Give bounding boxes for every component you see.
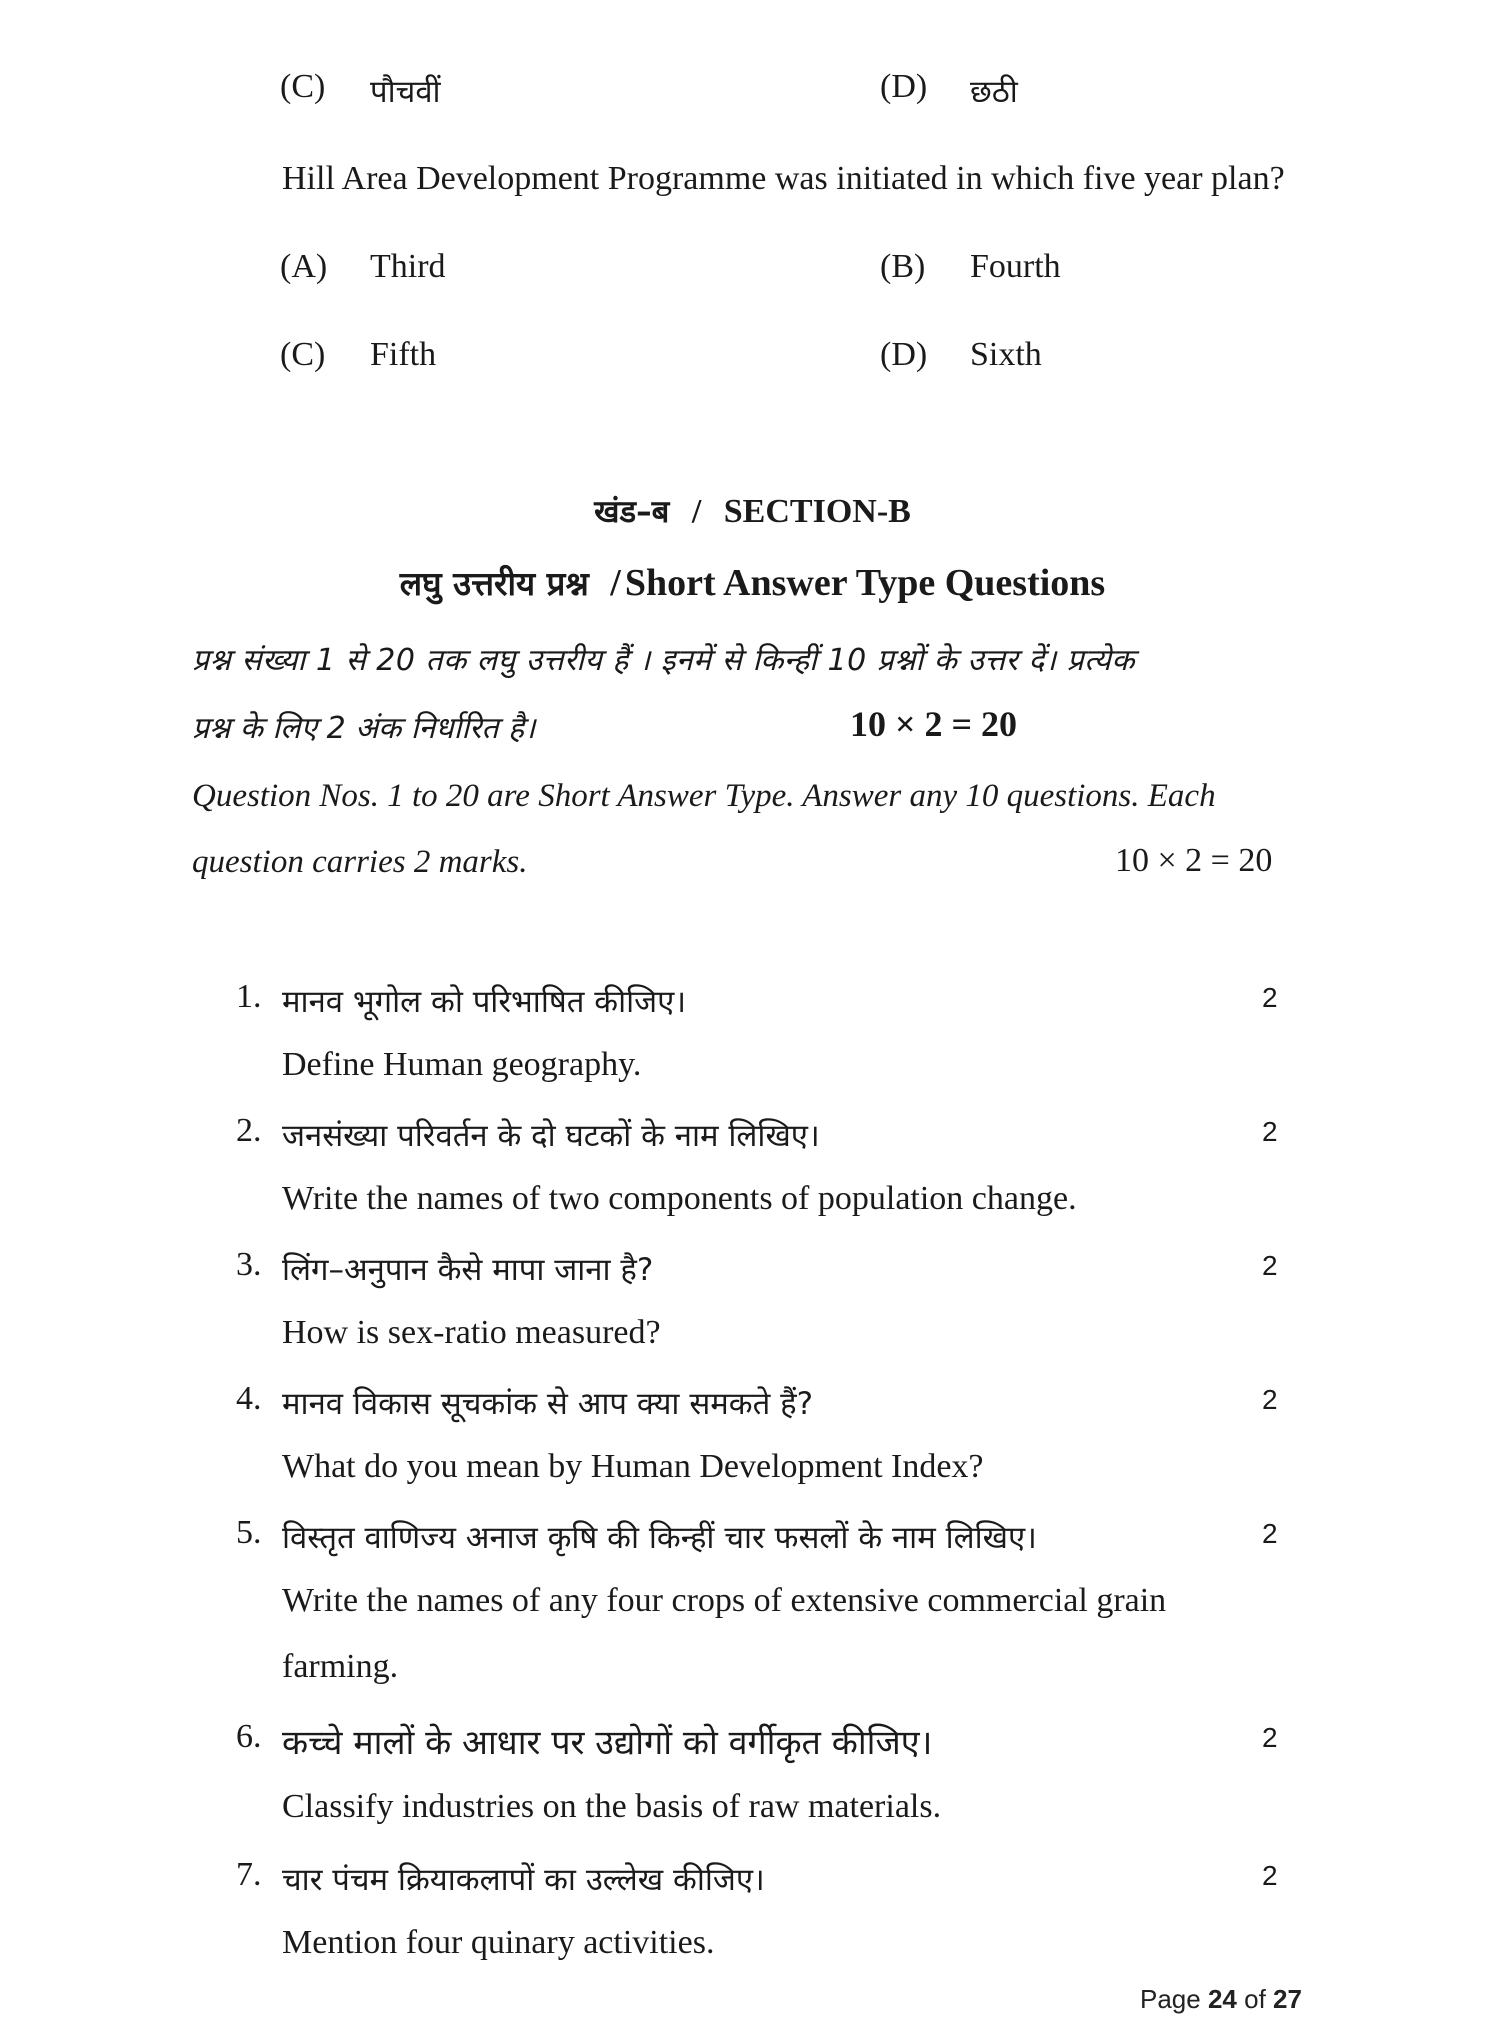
section-title-hindi: खंड–ब bbox=[594, 494, 670, 530]
question-7-marks: 2 bbox=[1262, 1860, 1278, 1891]
page-number bbox=[1140, 1984, 1302, 2015]
question-2-number: 2. bbox=[236, 1112, 262, 1149]
option-d-text: छठी bbox=[970, 74, 1018, 110]
page-word: Page bbox=[1140, 1984, 1201, 2014]
section-title-separator: / bbox=[691, 493, 702, 530]
question-3-number: 3. bbox=[236, 1246, 262, 1283]
question-7-english: Mention four quinary activities. bbox=[282, 1924, 715, 1961]
question-3-marks: 2 bbox=[1262, 1250, 1278, 1281]
question-6-english: Classify industries on the basis of raw materials. bbox=[282, 1788, 942, 1825]
question-2-english: Write the names of two components of population change. bbox=[282, 1180, 1077, 1217]
marks-formula-english: 10 × 2 = 20 bbox=[1115, 842, 1273, 879]
question-6-number: 6. bbox=[236, 1718, 262, 1755]
instruction-hindi-line2: प्रश्न के लिए 2 अंक निर्धारित है। bbox=[192, 711, 536, 746]
mcq-option-d-text: Sixth bbox=[970, 336, 1042, 373]
question-5-number: 5. bbox=[236, 1514, 262, 1551]
instruction-english-line2: question carries 2 marks. bbox=[192, 844, 528, 880]
option-c-text: पौचवीं bbox=[370, 74, 441, 110]
question-7-hindi: चार पंचम क्रियाकलापों का उल्लेख कीजिए। bbox=[282, 1862, 765, 1898]
marks-formula-hindi: 10 × 2 = 20 bbox=[850, 704, 1018, 744]
question-1-hindi: मानव भूगोल को परिभाषित कीजिए। bbox=[282, 984, 687, 1020]
question-4-marks: 2 bbox=[1262, 1384, 1278, 1415]
question-4-number: 4. bbox=[236, 1380, 262, 1417]
section-title bbox=[0, 490, 1505, 532]
question-1-number: 1. bbox=[236, 978, 262, 1015]
mcq-option-c-text: Fifth bbox=[370, 336, 437, 373]
question-4-hindi: मानव विकास सूचकांक से आप क्या समकते हैं? bbox=[282, 1386, 814, 1422]
section-title-english: SECTION-B bbox=[723, 493, 911, 530]
instruction-english-line1: Question Nos. 1 to 20 are Short Answer Type. Answer any 10 questions. Each bbox=[192, 778, 1216, 814]
option-c-label: (C) bbox=[280, 68, 326, 105]
question-4-english: What do you mean by Human Development Index? bbox=[282, 1448, 984, 1485]
question-3-hindi: लिंग–अनुपान कैसे मापा जाना है? bbox=[282, 1252, 654, 1288]
question-2-hindi: जनसंख्या परिवर्तन के दो घटकों के नाम लिखिए। bbox=[282, 1118, 820, 1154]
section-subtitle-hindi: लघु उत्तरीय प्रश्न bbox=[399, 564, 589, 603]
question-5-english-line2: farming. bbox=[282, 1648, 399, 1685]
question-1-english: Define Human geography. bbox=[282, 1046, 642, 1083]
mcq-question: Hill Area Development Programme was initiated in which five year plan? bbox=[282, 160, 1285, 197]
question-7-number: 7. bbox=[236, 1856, 262, 1893]
section-subtitle bbox=[0, 560, 1505, 605]
page-total: 27 bbox=[1273, 1984, 1302, 2014]
question-5-hindi: विस्तृत वाणिज्य अनाज कृषि की किन्हीं चार फसलों के नाम लिखिए। bbox=[282, 1520, 1037, 1556]
question-1-marks: 2 bbox=[1262, 982, 1278, 1013]
mcq-option-d-label: (D) bbox=[880, 336, 928, 373]
section-subtitle-separator: / bbox=[610, 562, 621, 604]
question-3-english: How is sex-ratio measured? bbox=[282, 1314, 661, 1351]
mcq-option-a-label: (A) bbox=[280, 248, 328, 285]
mcq-option-a-text: Third bbox=[370, 248, 446, 285]
mcq-option-c-label: (C) bbox=[280, 336, 326, 373]
question-5-marks: 2 bbox=[1262, 1518, 1278, 1549]
mcq-option-b-text: Fourth bbox=[970, 248, 1061, 285]
section-subtitle-english: Short Answer Type Questions bbox=[624, 562, 1106, 604]
question-5-english-line1: Write the names of any four crops of extensive commercial grain bbox=[282, 1582, 1167, 1619]
instruction-hindi-line1: प्रश्न संख्या 1 से 20 तक लघु उत्तरीय हैं । इनमें से किन्हीं 10 प्रश्नों के उत्तर दें। प्रत्येक bbox=[192, 643, 1135, 678]
option-d-label: (D) bbox=[880, 68, 928, 105]
mcq-option-b-label: (B) bbox=[880, 248, 926, 285]
question-6-marks: 2 bbox=[1262, 1722, 1278, 1753]
question-6-hindi: कच्चे मालों के आधार पर उद्योगों को वर्गीकृत कीजिए। bbox=[282, 1723, 933, 1763]
question-2-marks: 2 bbox=[1262, 1116, 1278, 1147]
page-current: 24 bbox=[1207, 1984, 1237, 2014]
of-word: of bbox=[1244, 1984, 1266, 2014]
